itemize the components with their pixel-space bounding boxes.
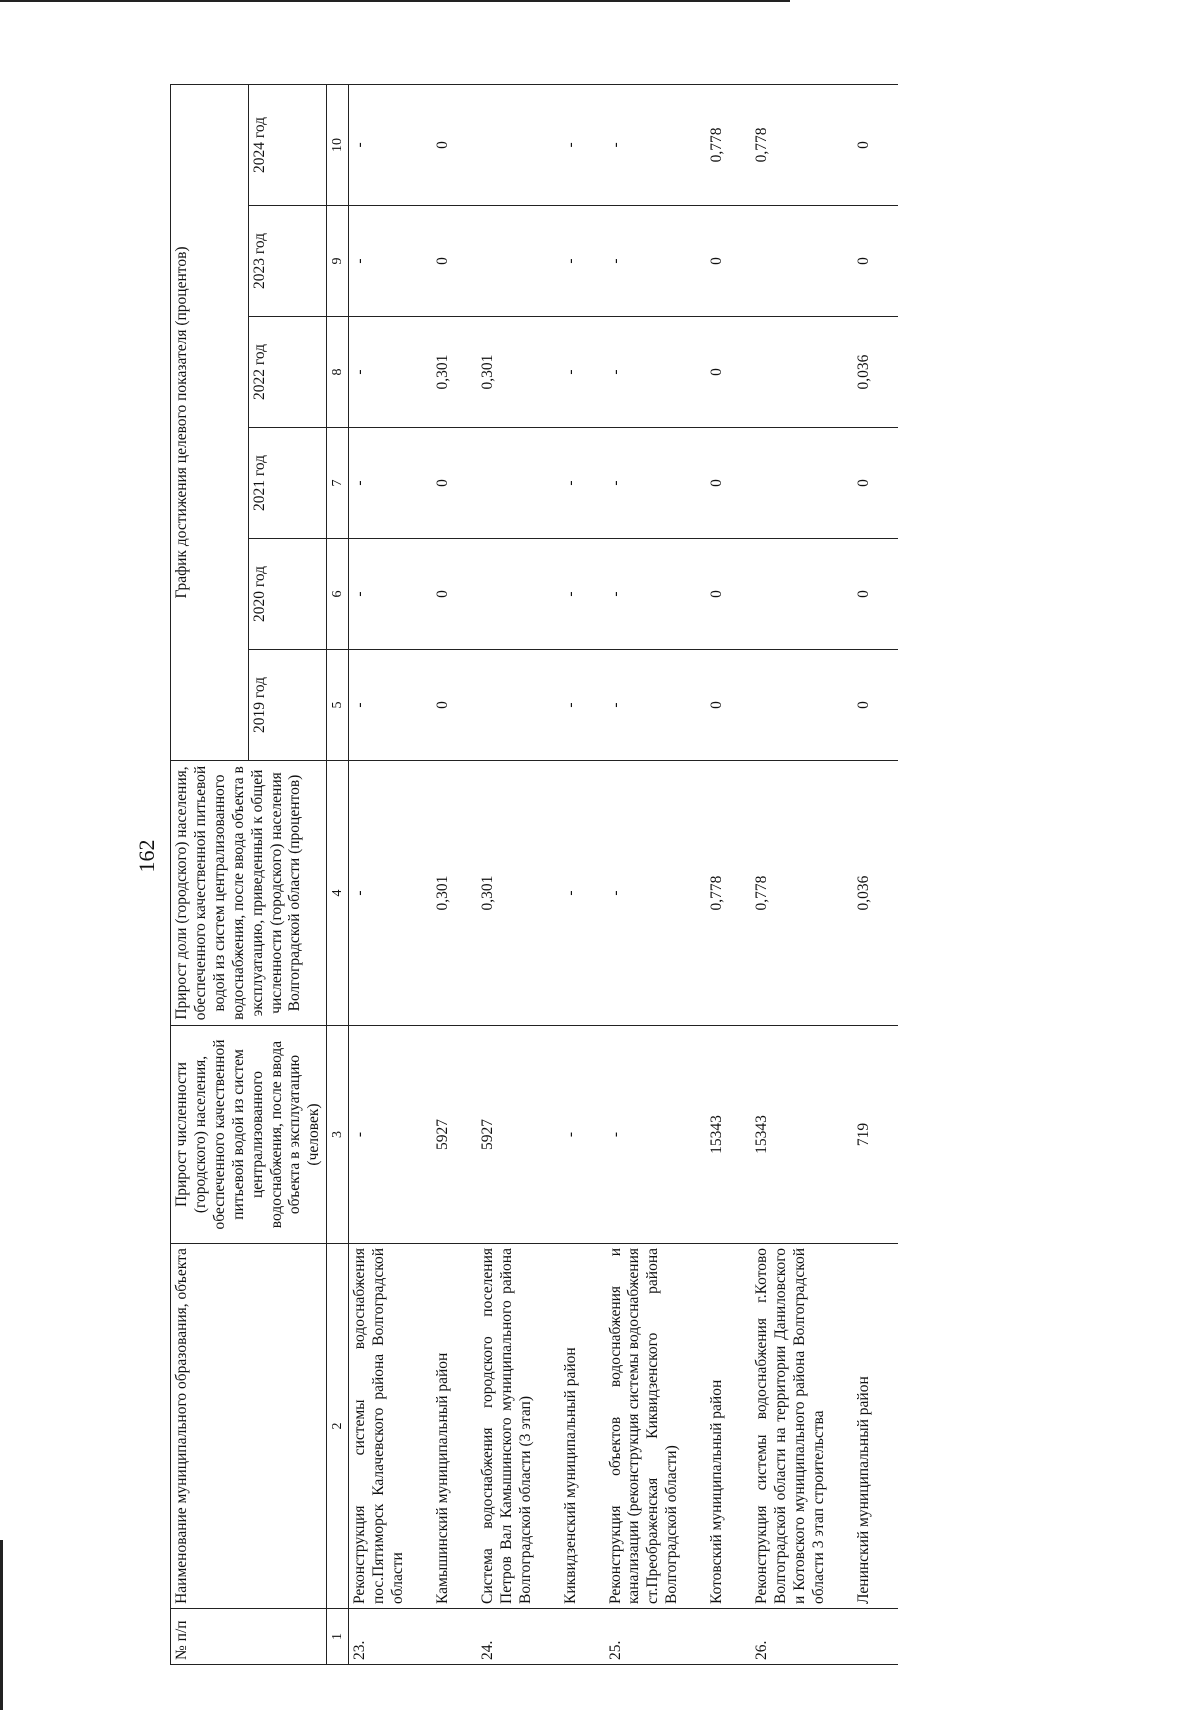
row-value: 5927 — [477, 1026, 538, 1244]
spacer-cell — [410, 317, 432, 428]
row-name: Реконструкция системы водоснабжения пос.Пятиморск Калачевского района Волгоградской области — [349, 1244, 410, 1609]
spacer-cell — [876, 1244, 898, 1609]
spacer-cell — [410, 206, 432, 317]
row-spacer — [455, 84, 477, 1664]
row-value: - — [560, 84, 583, 205]
row-value: 719 — [853, 1026, 876, 1244]
row-index — [560, 1609, 583, 1665]
row-value: 0 — [853, 84, 876, 205]
spacer-cell — [876, 206, 898, 317]
header-share-growth: Прирост доли (городского) населения, обеспеченного качественной питьевой водой из систем централизованного водоснабжения, после ввода объекта в эксплуатацию, приведенный к общей численности (городского) населения Волгоградской области (процентов) — [171, 761, 327, 1026]
spacer-cell — [831, 84, 853, 205]
spacer-cell — [729, 761, 751, 1026]
spacer-cell — [538, 428, 560, 539]
row-name: Камышинский муниципальный район — [432, 1244, 455, 1609]
spacer-cell — [410, 650, 432, 761]
header-year: 2020 год — [249, 539, 327, 650]
row-value: 0 — [706, 539, 729, 650]
row-value: 0 — [706, 206, 729, 317]
row-value: 0 — [853, 428, 876, 539]
spacer-cell — [583, 1244, 605, 1609]
row-value: 0,301 — [477, 761, 538, 1026]
row-value: 0 — [853, 539, 876, 650]
row-value: 15343 — [751, 1026, 831, 1244]
row-spacer — [831, 84, 853, 1664]
row-value: - — [560, 206, 583, 317]
spacer-cell — [729, 428, 751, 539]
top-rule — [0, 0, 790, 2]
spacer-cell — [538, 206, 560, 317]
spacer-cell — [831, 1609, 853, 1665]
row-value: 0,036 — [853, 761, 876, 1026]
spacer-cell — [684, 206, 706, 317]
column-number: 6 — [327, 539, 349, 650]
spacer-cell — [684, 317, 706, 428]
spacer-cell — [831, 428, 853, 539]
spacer-cell — [831, 761, 853, 1026]
spacer-cell — [455, 84, 477, 205]
row-value: 0 — [853, 650, 876, 761]
row-value: - — [349, 761, 410, 1026]
row-value: 0 — [706, 650, 729, 761]
spacer-cell — [455, 1026, 477, 1244]
table-row — [477, 84, 538, 1664]
row-value: 0 — [853, 206, 876, 317]
row-value: - — [349, 650, 410, 761]
spacer-cell — [538, 1609, 560, 1665]
spacer-cell — [684, 761, 706, 1026]
spacer-cell — [876, 761, 898, 1026]
spacer-cell — [684, 1026, 706, 1244]
spacer-cell — [876, 539, 898, 650]
row-value: 0,778 — [706, 84, 729, 205]
spacer-cell — [455, 761, 477, 1026]
row-value: - — [349, 84, 410, 205]
spacer-cell — [684, 428, 706, 539]
row-value: 0,778 — [751, 84, 831, 205]
row-value: 0,301 — [432, 761, 455, 1026]
spacer-cell — [410, 1609, 432, 1665]
row-spacer — [684, 84, 706, 1664]
row-value: - — [560, 650, 583, 761]
row-index — [432, 1609, 455, 1665]
spacer-cell — [538, 84, 560, 205]
row-value: 0,778 — [751, 761, 831, 1026]
row-name: Ленинский муниципальный район — [853, 1244, 876, 1609]
row-value: 0 — [432, 84, 455, 205]
row-value: - — [560, 539, 583, 650]
row-value: - — [605, 539, 685, 650]
header-year: 2022 год — [249, 317, 327, 428]
row-value: - — [349, 1026, 410, 1244]
row-spacer — [410, 84, 432, 1664]
spacer-cell — [583, 761, 605, 1026]
row-spacer — [876, 84, 898, 1664]
row-value — [477, 428, 538, 539]
row-index: 26. — [751, 1609, 831, 1665]
row-value: - — [605, 317, 685, 428]
row-value: - — [349, 317, 410, 428]
column-number: 1 — [327, 1609, 349, 1665]
spacer-cell — [455, 428, 477, 539]
row-value — [751, 428, 831, 539]
spacer-cell — [876, 84, 898, 205]
row-value: - — [605, 84, 685, 205]
row-value — [477, 84, 538, 205]
row-value: - — [605, 1026, 685, 1244]
spacer-cell — [583, 650, 605, 761]
spacer-cell — [729, 206, 751, 317]
header-year: 2024 год — [249, 84, 327, 205]
row-index — [853, 1609, 876, 1665]
spacer-cell — [410, 84, 432, 205]
column-number: 2 — [327, 1244, 349, 1609]
spacer-cell — [410, 428, 432, 539]
row-index — [706, 1609, 729, 1665]
row-value: - — [349, 428, 410, 539]
row-value: - — [605, 206, 685, 317]
column-number: 4 — [327, 761, 349, 1026]
spacer-cell — [538, 761, 560, 1026]
row-value: 0,778 — [706, 761, 729, 1026]
spacer-cell — [455, 206, 477, 317]
row-value — [477, 206, 538, 317]
spacer-cell — [729, 1244, 751, 1609]
row-value — [751, 206, 831, 317]
spacer-cell — [583, 1609, 605, 1665]
row-spacer — [729, 84, 751, 1664]
header-year: 2021 год — [249, 428, 327, 539]
row-name: Киквидзенский муниципальный район — [560, 1244, 583, 1609]
row-name: Реконструкция системы водоснабжения г.Котово Волгоградской области на территории Даниловского и Котовского муниципального района Волгоградской области 3 этап строительства — [751, 1244, 831, 1609]
row-index: 24. — [477, 1609, 538, 1665]
spacer-cell — [876, 650, 898, 761]
scan-edge — [0, 1540, 3, 1710]
header-year: 2023 год — [249, 206, 327, 317]
rotated-table-container — [170, 85, 1005, 1665]
spacer-cell — [583, 317, 605, 428]
spacer-cell — [583, 84, 605, 205]
spacer-cell — [538, 317, 560, 428]
row-value: - — [560, 428, 583, 539]
row-value: 0 — [432, 428, 455, 539]
spacer-cell — [410, 1244, 432, 1609]
row-spacer — [583, 84, 605, 1664]
spacer-cell — [876, 1609, 898, 1665]
header-schedule: График достижения целевого показателя (процентов) — [171, 84, 249, 760]
spacer-cell — [684, 650, 706, 761]
row-value: 0,301 — [432, 317, 455, 428]
spacer-cell — [410, 761, 432, 1026]
row-value — [751, 539, 831, 650]
spacer-cell — [729, 84, 751, 205]
spacer-cell — [876, 428, 898, 539]
table-row — [349, 84, 410, 1664]
row-value: - — [605, 761, 685, 1026]
row-value: 0,301 — [477, 317, 538, 428]
spacer-cell — [538, 539, 560, 650]
table-row — [605, 84, 685, 1664]
spacer-cell — [831, 1026, 853, 1244]
row-value — [751, 650, 831, 761]
spacer-cell — [831, 317, 853, 428]
spacer-cell — [410, 539, 432, 650]
table-body — [349, 84, 898, 1664]
spacer-cell — [684, 84, 706, 205]
row-value: - — [605, 650, 685, 761]
spacer-cell — [455, 1244, 477, 1609]
row-value: - — [349, 539, 410, 650]
spacer-cell — [831, 650, 853, 761]
row-index: 23. — [349, 1609, 410, 1665]
spacer-cell — [729, 539, 751, 650]
row-value: 0 — [706, 317, 729, 428]
spacer-cell — [729, 650, 751, 761]
spacer-cell — [876, 1026, 898, 1244]
column-number: 9 — [327, 206, 349, 317]
row-value: - — [560, 1026, 583, 1244]
table-row — [751, 84, 831, 1664]
header-index: № п/п — [171, 1609, 327, 1665]
spacer-cell — [729, 317, 751, 428]
row-name: Система водоснабжения городского поселения Петров Вал Камышинского муниципального района Волгоградской области (3 этап) — [477, 1244, 538, 1609]
row-value: 0 — [706, 428, 729, 539]
page-number: 162 — [134, 839, 159, 873]
row-value: 0 — [432, 650, 455, 761]
row-value: - — [605, 428, 685, 539]
column-number: 5 — [327, 650, 349, 761]
row-value: 15343 — [706, 1026, 729, 1244]
row-name: Реконструкция объектов водоснабжения и канализации (реконструкция системы водоснабжения ст.Преображенская Киквидзенского района Волгоградской области) — [605, 1244, 685, 1609]
row-spacer — [538, 84, 560, 1664]
column-number: 3 — [327, 1026, 349, 1244]
spacer-cell — [583, 539, 605, 650]
spacer-cell — [583, 428, 605, 539]
row-value — [477, 650, 538, 761]
column-number: 10 — [327, 84, 349, 205]
header-name: Наименование муниципального образования, объекта — [171, 1244, 327, 1609]
row-value — [751, 317, 831, 428]
row-value: 0 — [432, 206, 455, 317]
spacer-cell — [455, 539, 477, 650]
spacer-cell — [583, 206, 605, 317]
spacer-cell — [538, 1026, 560, 1244]
spacer-cell — [684, 1609, 706, 1665]
spacer-cell — [831, 206, 853, 317]
spacer-cell — [538, 1244, 560, 1609]
spacer-cell — [538, 650, 560, 761]
spacer-cell — [684, 539, 706, 650]
row-value: 0 — [432, 539, 455, 650]
spacer-cell — [583, 1026, 605, 1244]
column-number: 8 — [327, 317, 349, 428]
row-value — [477, 539, 538, 650]
row-name: Котовский муниципальный район — [706, 1244, 729, 1609]
spacer-cell — [876, 317, 898, 428]
table-row — [560, 84, 583, 1664]
target-indicator-table — [170, 84, 898, 1665]
table-row — [706, 84, 729, 1664]
spacer-cell — [455, 650, 477, 761]
spacer-cell — [729, 1609, 751, 1665]
header-year: 2019 год — [249, 650, 327, 761]
spacer-cell — [831, 539, 853, 650]
row-value: - — [560, 761, 583, 1026]
header-population-growth: Прирост численности (городского) населения, обеспеченного качественной питьевой водой из систем централизованного водоснабжения, после ввода объекта в эксплуатацию (человек) — [171, 1026, 327, 1244]
spacer-cell — [831, 1244, 853, 1609]
spacer-cell — [729, 1026, 751, 1244]
spacer-cell — [684, 1244, 706, 1609]
row-value: - — [560, 317, 583, 428]
row-index: 25. — [605, 1609, 685, 1665]
row-value: 5927 — [432, 1026, 455, 1244]
row-value: 0,036 — [853, 317, 876, 428]
spacer-cell — [410, 1026, 432, 1244]
table-row — [853, 84, 876, 1664]
spacer-cell — [455, 1609, 477, 1665]
table-row — [432, 84, 455, 1664]
row-value: - — [349, 206, 410, 317]
spacer-cell — [455, 317, 477, 428]
column-number: 7 — [327, 428, 349, 539]
